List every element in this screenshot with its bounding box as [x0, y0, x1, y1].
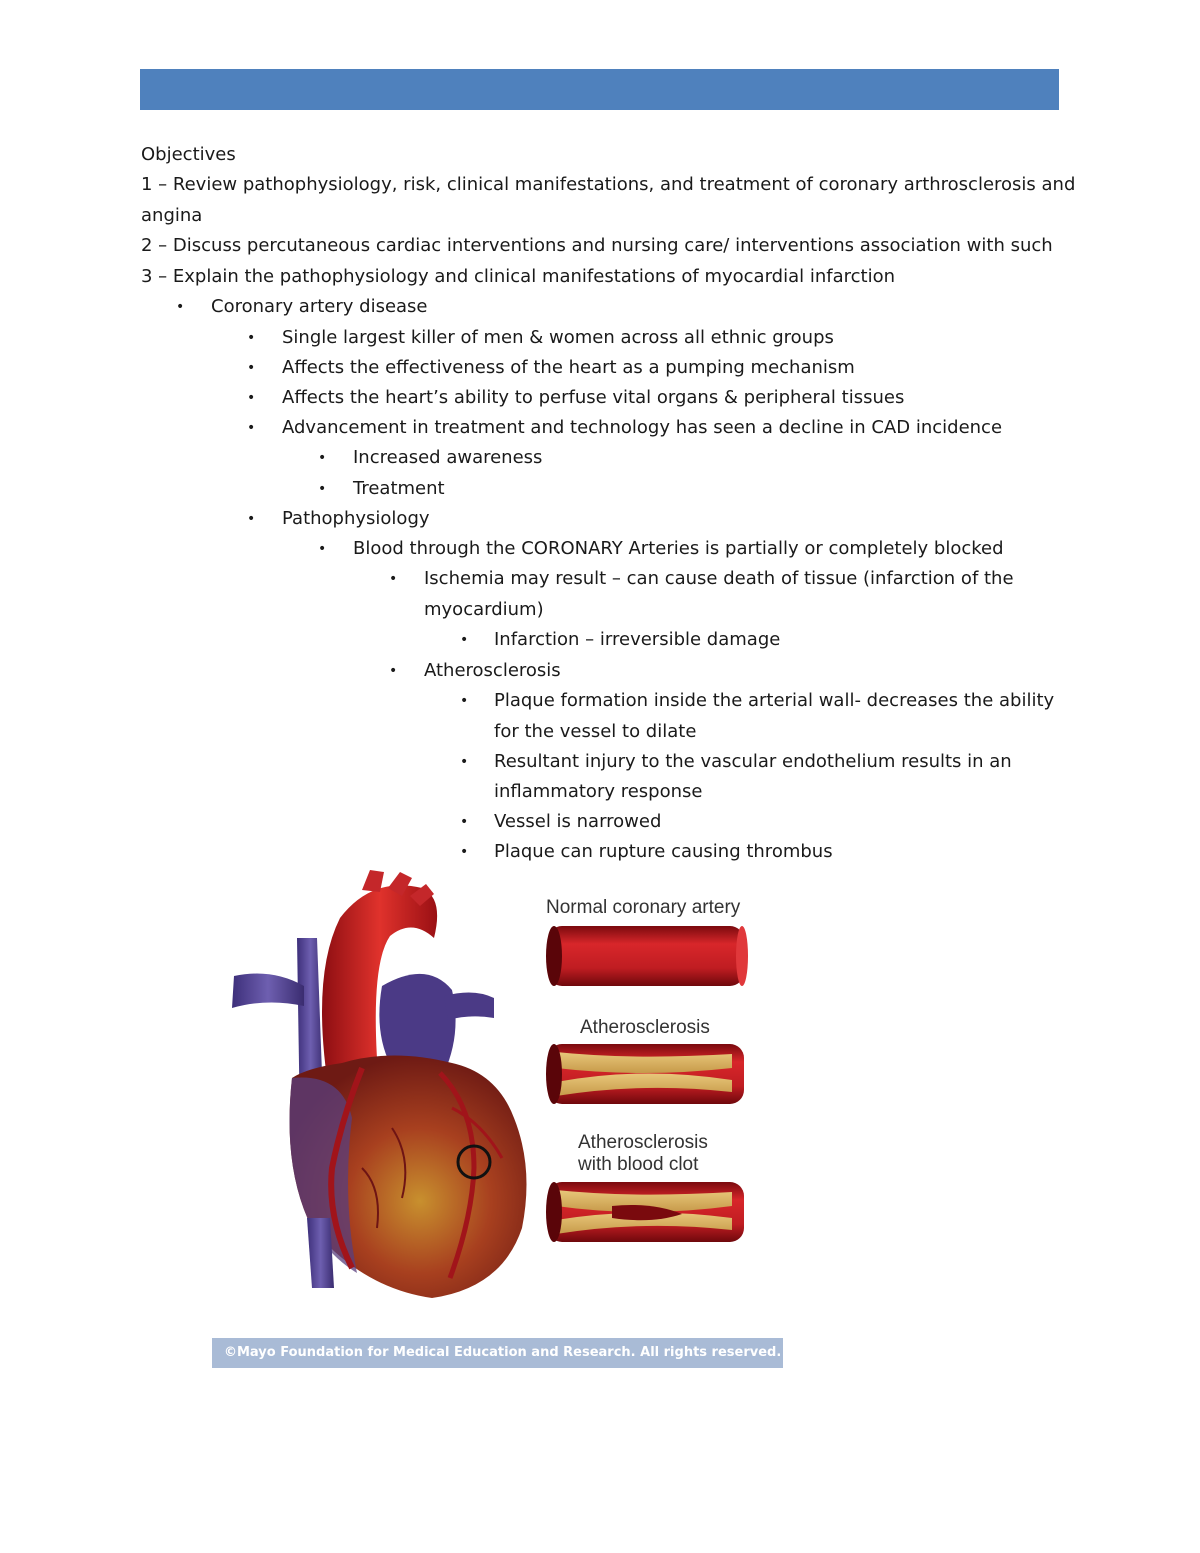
bullet: • — [389, 663, 398, 679]
figure-caption: ©Mayo Foundation for Medical Education and Research. All rights reserved. — [212, 1338, 783, 1368]
cad-point-3: Affects the heart’s ability to perfuse vital organs & peripheral tissues — [282, 387, 905, 408]
bullet: • — [247, 330, 256, 346]
bullet: • — [460, 632, 469, 648]
outline-infarction: Infarction – irreversible damage — [494, 629, 781, 650]
bullet: • — [247, 390, 256, 406]
clot-artery-drawing — [546, 1182, 744, 1242]
bullet: • — [176, 299, 185, 315]
bullet: • — [247, 420, 256, 436]
heart-drawing — [232, 870, 527, 1298]
athero-point-4: Plaque can rupture causing thrombus — [494, 841, 833, 862]
objective-1-cont: angina — [141, 205, 203, 226]
decline-reason-2: Treatment — [353, 478, 445, 499]
outline-ischemia-cont: myocardium) — [424, 599, 544, 620]
label-clot-line-2: with blood clot — [578, 1154, 699, 1175]
outline-athero: Atherosclerosis — [424, 660, 561, 681]
header-bar — [140, 69, 1059, 110]
bullet: • — [318, 450, 327, 466]
decline-reason-1: Increased awareness — [353, 447, 543, 468]
bullet: • — [460, 754, 469, 770]
cad-point-4: Advancement in treatment and technology has seen a decline in CAD incidence — [282, 417, 1003, 438]
athero-point-1: Plaque formation inside the arterial wall- decreases the ability — [494, 690, 1055, 711]
objective-1: 1 – Review pathophysiology, risk, clinical manifestations, and treatment of coronary arthrosclerosis and — [141, 174, 1076, 195]
bullet: • — [318, 541, 327, 557]
label-normal-artery: Normal coronary artery — [546, 897, 741, 918]
objective-3: 3 – Explain the pathophysiology and clinical manifestations of myocardial infarction — [141, 266, 895, 287]
normal-artery-drawing — [546, 926, 748, 986]
athero-point-2-cont: inflammatory response — [494, 781, 703, 802]
label-clot-line-1: Atherosclerosis — [578, 1132, 708, 1153]
bullet: • — [389, 571, 398, 587]
athero-point-3: Vessel is narrowed — [494, 811, 662, 832]
objective-2: 2 – Discuss percutaneous cardiac interventions and nursing care/ interventions association with such — [141, 235, 1053, 256]
cad-point-2: Affects the effectiveness of the heart as a pumping mechanism — [282, 357, 855, 378]
outline-blood: Blood through the CORONARY Arteries is partially or completely blocked — [353, 538, 1004, 559]
athero-point-1-cont: for the vessel to dilate — [494, 721, 697, 742]
bullet: • — [460, 814, 469, 830]
objectives-heading: Objectives — [141, 144, 236, 165]
cad-point-1: Single largest killer of men & women across all ethnic groups — [282, 327, 834, 348]
outline-patho: Pathophysiology — [282, 508, 430, 529]
bullet: • — [460, 693, 469, 709]
athero-point-2: Resultant injury to the vascular endothelium results in an — [494, 751, 1012, 772]
outline-cad: Coronary artery disease — [211, 296, 428, 317]
outline-ischemia: Ischemia may result – can cause death of tissue (infarction of the — [424, 568, 1014, 589]
bullet: • — [460, 844, 469, 860]
label-atherosclerosis: Atherosclerosis — [580, 1017, 710, 1038]
bullet: • — [247, 511, 256, 527]
atherosclerosis-artery-drawing — [546, 1044, 744, 1104]
bullet: • — [247, 360, 256, 376]
heart-artery-illustration — [212, 868, 783, 1368]
bullet: • — [318, 481, 327, 497]
